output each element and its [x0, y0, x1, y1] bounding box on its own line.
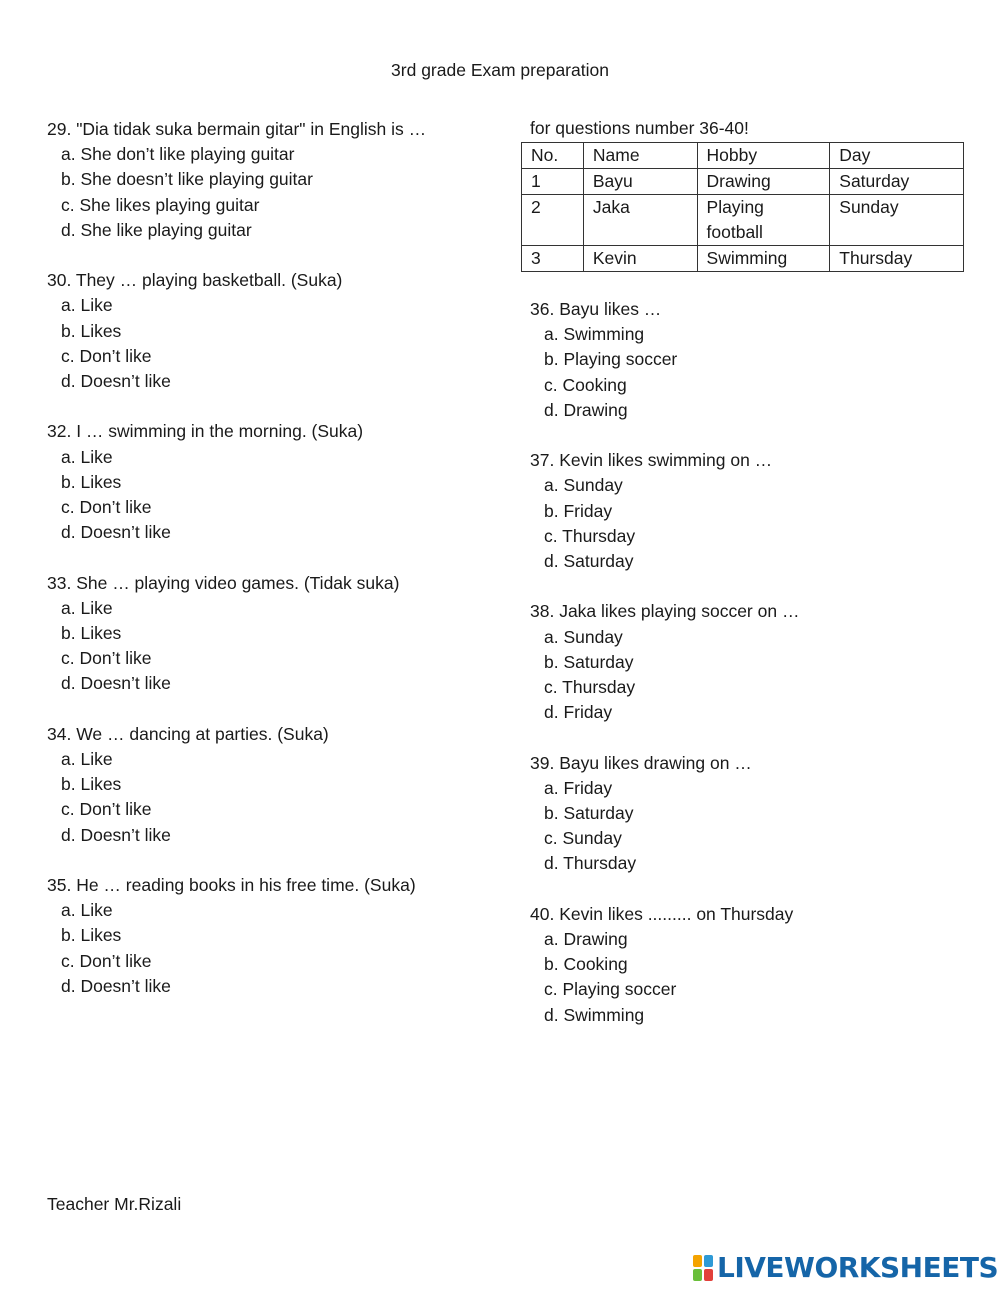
table-header-row [522, 143, 964, 169]
option-c[interactable]: c. Thursday [544, 677, 636, 698]
table-row [522, 169, 964, 195]
table-cell: Sunday [830, 195, 964, 246]
option-d[interactable]: d. Friday [544, 702, 613, 723]
option-b[interactable]: b. Likes [61, 471, 122, 492]
question-40 [530, 902, 970, 1028]
hobby-table [521, 142, 964, 272]
table-header-cell: Hobby [697, 143, 830, 169]
table-cell: 1 [522, 169, 584, 195]
option-a[interactable]: a. Sunday [544, 626, 623, 647]
question-34 [47, 722, 487, 848]
question-text: 38. Jaka likes playing soccer on … [530, 601, 800, 622]
option-a[interactable]: a. Like [61, 900, 113, 921]
table-cell: Saturday [830, 169, 964, 195]
table-intro: for questions number 36-40! [530, 118, 749, 138]
option-c[interactable]: c. She likes playing guitar [61, 194, 260, 215]
option-d[interactable]: d. Doesn’t like [61, 673, 171, 694]
option-d[interactable]: d. Saturday [544, 551, 634, 572]
option-d[interactable]: d. Swimming [544, 1004, 645, 1025]
question-text: 40. Kevin likes ......... on Thursday [530, 903, 794, 924]
option-b[interactable]: b. Likes [61, 774, 122, 795]
question-39 [530, 751, 970, 877]
option-c[interactable]: c. Don’t like [61, 345, 152, 366]
option-b[interactable]: b. Playing soccer [544, 349, 678, 370]
question-text: 30. They … playing basketball. (Suka) [47, 270, 343, 291]
table-cell: Kevin [583, 246, 697, 272]
question-32 [47, 419, 487, 545]
table-cell: Jaka [583, 195, 697, 246]
option-d[interactable]: d. Doesn’t like [61, 975, 171, 996]
question-35 [47, 873, 487, 999]
option-d[interactable]: d. Doesn’t like [61, 824, 171, 845]
table-header-cell: No. [522, 143, 584, 169]
option-a[interactable]: a. Like [61, 597, 113, 618]
question-37 [530, 448, 970, 574]
option-b[interactable]: b. She doesn’t like playing guitar [61, 169, 313, 190]
option-b[interactable]: b. Friday [544, 500, 613, 521]
question-36 [530, 297, 970, 423]
right-column [530, 117, 970, 1053]
option-a[interactable]: a. Like [61, 295, 113, 316]
option-d[interactable]: d. She like playing guitar [61, 219, 252, 240]
option-d[interactable]: d. Doesn’t like [61, 371, 171, 392]
table-cell: 3 [522, 246, 584, 272]
option-c[interactable]: c. Cooking [544, 374, 627, 395]
option-c[interactable]: c. Don’t like [61, 950, 152, 971]
option-c[interactable]: c. Sunday [544, 828, 622, 849]
logo-tile [704, 1255, 713, 1267]
table-cell: Thursday [830, 246, 964, 272]
option-b[interactable]: b. Saturday [544, 651, 634, 672]
table-row [522, 195, 964, 246]
liveworksheets-logo-icon [693, 1255, 713, 1281]
option-d[interactable]: d. Doesn’t like [61, 522, 171, 543]
question-text: 36. Bayu likes … [530, 299, 662, 319]
question-text: 35. He … reading books in his free time. (Suka) [47, 875, 416, 896]
option-a[interactable]: a. Drawing [544, 929, 628, 950]
table-cell: Bayu [583, 169, 697, 195]
option-b[interactable]: b. Likes [61, 925, 122, 946]
option-b[interactable]: b. Saturday [544, 803, 634, 824]
option-a[interactable]: a. Friday [544, 777, 613, 798]
question-33 [47, 571, 487, 697]
question-29 [47, 117, 487, 243]
option-c[interactable]: c. Don’t like [61, 799, 152, 820]
option-b[interactable]: b. Cooking [544, 954, 628, 975]
left-column [47, 117, 487, 1024]
question-text: 32. I … swimming in the morning. (Suka) [47, 421, 364, 442]
option-c[interactable]: c. Don’t like [61, 648, 152, 669]
question-text: 37. Kevin likes swimming on … [530, 450, 773, 471]
logo-tile [693, 1269, 702, 1281]
table-cell: Playing football [697, 195, 830, 246]
option-a[interactable]: a. She don’t like playing guitar [61, 144, 295, 165]
question-text: 29. "Dia tidak suka bermain gitar" in English is … [47, 119, 427, 139]
option-a[interactable]: a. Like [61, 749, 113, 770]
table-header-cell: Day [830, 143, 964, 169]
brand-name: LIVEWORKSHEETS [717, 1251, 999, 1284]
option-b[interactable]: b. Likes [61, 623, 122, 644]
question-text: 33. She … playing video games. (Tidak suka) [47, 572, 400, 593]
question-30 [47, 268, 487, 394]
option-a[interactable]: a. Sunday [544, 475, 623, 496]
option-c[interactable]: c. Thursday [544, 525, 636, 546]
page-title: 3rd grade Exam preparation [391, 60, 609, 80]
teacher-name: Teacher Mr.Rizali [47, 1194, 182, 1214]
logo-tile [693, 1255, 702, 1267]
table-cell: Swimming [697, 246, 830, 272]
table-cell: 2 [522, 195, 584, 246]
option-c[interactable]: c. Playing soccer [544, 979, 677, 1000]
table-row [522, 246, 964, 272]
table-header-cell: Name [583, 143, 697, 169]
question-38 [530, 599, 970, 725]
option-d[interactable]: d. Thursday [544, 853, 637, 874]
question-text: 39. Bayu likes drawing on … [530, 752, 752, 773]
question-text: 34. We … dancing at parties. (Suka) [47, 723, 329, 744]
option-a[interactable]: a. Like [61, 446, 113, 467]
table-cell: Drawing [697, 169, 830, 195]
option-c[interactable]: c. Don’t like [61, 497, 152, 518]
liveworksheets-brand[interactable] [693, 1253, 998, 1283]
option-d[interactable]: d. Drawing [544, 399, 628, 420]
logo-tile [704, 1269, 713, 1281]
option-b[interactable]: b. Likes [61, 320, 122, 341]
option-a[interactable]: a. Swimming [544, 324, 645, 345]
